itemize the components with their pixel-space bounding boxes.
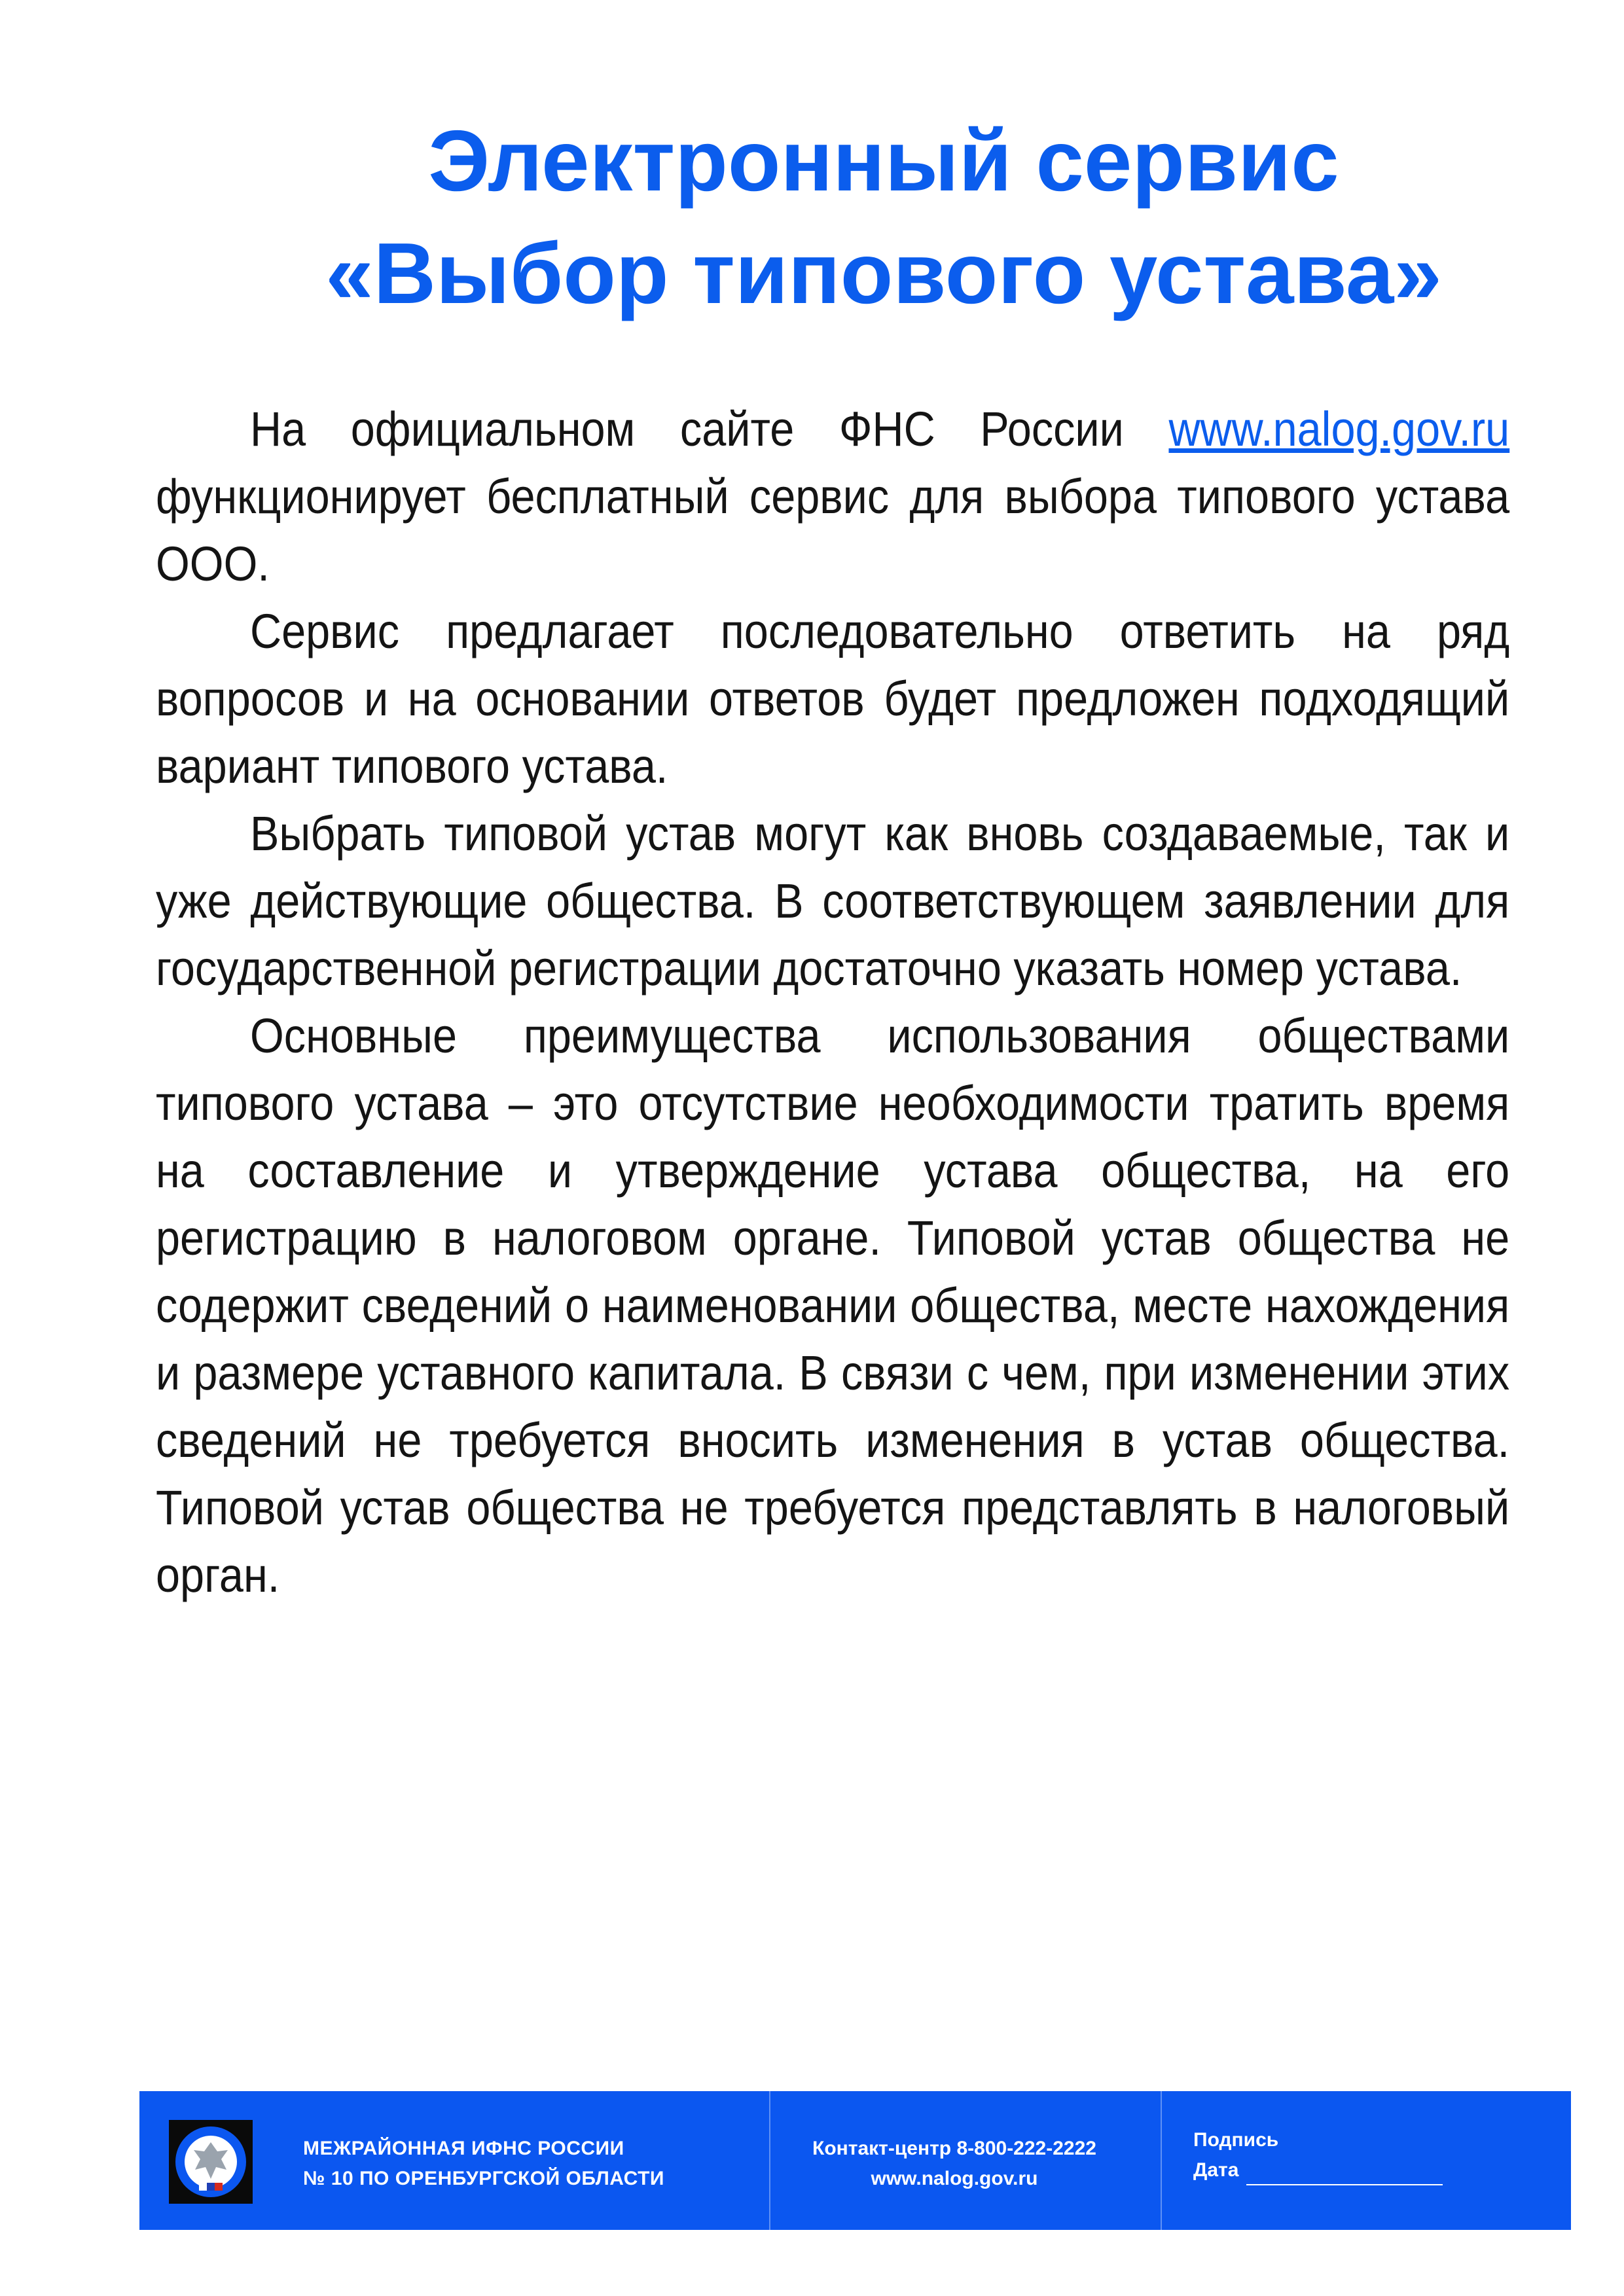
paragraph-3: Выбрать типовой устав могут как вновь создаваемые, так и уже действующие общества. В соответствующем заявлении для государственной регистрации достаточно указать номер устава. (156, 806, 1510, 996)
paragraph-1-text-end: функционирует бесплатный сервис для выбора типового устава ООО. (156, 469, 1510, 591)
title-line-1: Электронный сервис (428, 113, 1339, 209)
footer-divider (1161, 2091, 1162, 2230)
paragraph-4: Основные преимущества использования обществами типового устава – это отсутствие необходимости тратить время на составление и утверждение устава общества, на его регистрацию в налоговом органе. Типовой устав общества не содержит сведений о наименовании общества, месте нахождения и размере уставного капитала. В связи с чем, при изменении этих сведений не требуется вносить изменения в устав общества. Типовой устав общества не требуется представлять в налоговый орган. (156, 1009, 1510, 1602)
title-line-2: «Выбор типового устава» (325, 225, 1442, 321)
date-label: Дата (1193, 2159, 1239, 2181)
fns-emblem-icon (169, 2120, 253, 2204)
signature-block (1193, 2125, 1443, 2185)
footer-divider (769, 2091, 770, 2230)
signature-label: Подпись (1193, 2129, 1279, 2151)
page-title (196, 105, 1571, 330)
nalog-link[interactable]: www.nalog.gov.ru (1168, 402, 1510, 456)
date-line (1246, 2164, 1443, 2185)
contact-website[interactable]: www.nalog.gov.ru (871, 2168, 1038, 2189)
paragraph-1 (156, 395, 1509, 598)
contact-center-phone: Контакт-центр 8-800-222-2222 (812, 2138, 1096, 2159)
date-field (1193, 2155, 1443, 2185)
contact-info (784, 2134, 1125, 2194)
paragraph-1-text-start: На официальном сайте ФНС России (250, 402, 1169, 456)
inspection-name (303, 2134, 664, 2194)
inspection-name-line-2: № 10 ПО ОРЕНБУРГСКОЙ ОБЛАСТИ (303, 2168, 664, 2189)
inspection-name-line-1: МЕЖРАЙОННАЯ ИФНС РОССИИ (303, 2138, 624, 2159)
footer-banner (139, 2091, 1571, 2230)
paragraph-2: Сервис предлагает последовательно ответить на ряд вопросов и на основании ответов будет предложен подходящий вариант типового устава. (156, 604, 1510, 793)
fns-logo (169, 2120, 253, 2204)
document-body (156, 395, 1509, 1609)
